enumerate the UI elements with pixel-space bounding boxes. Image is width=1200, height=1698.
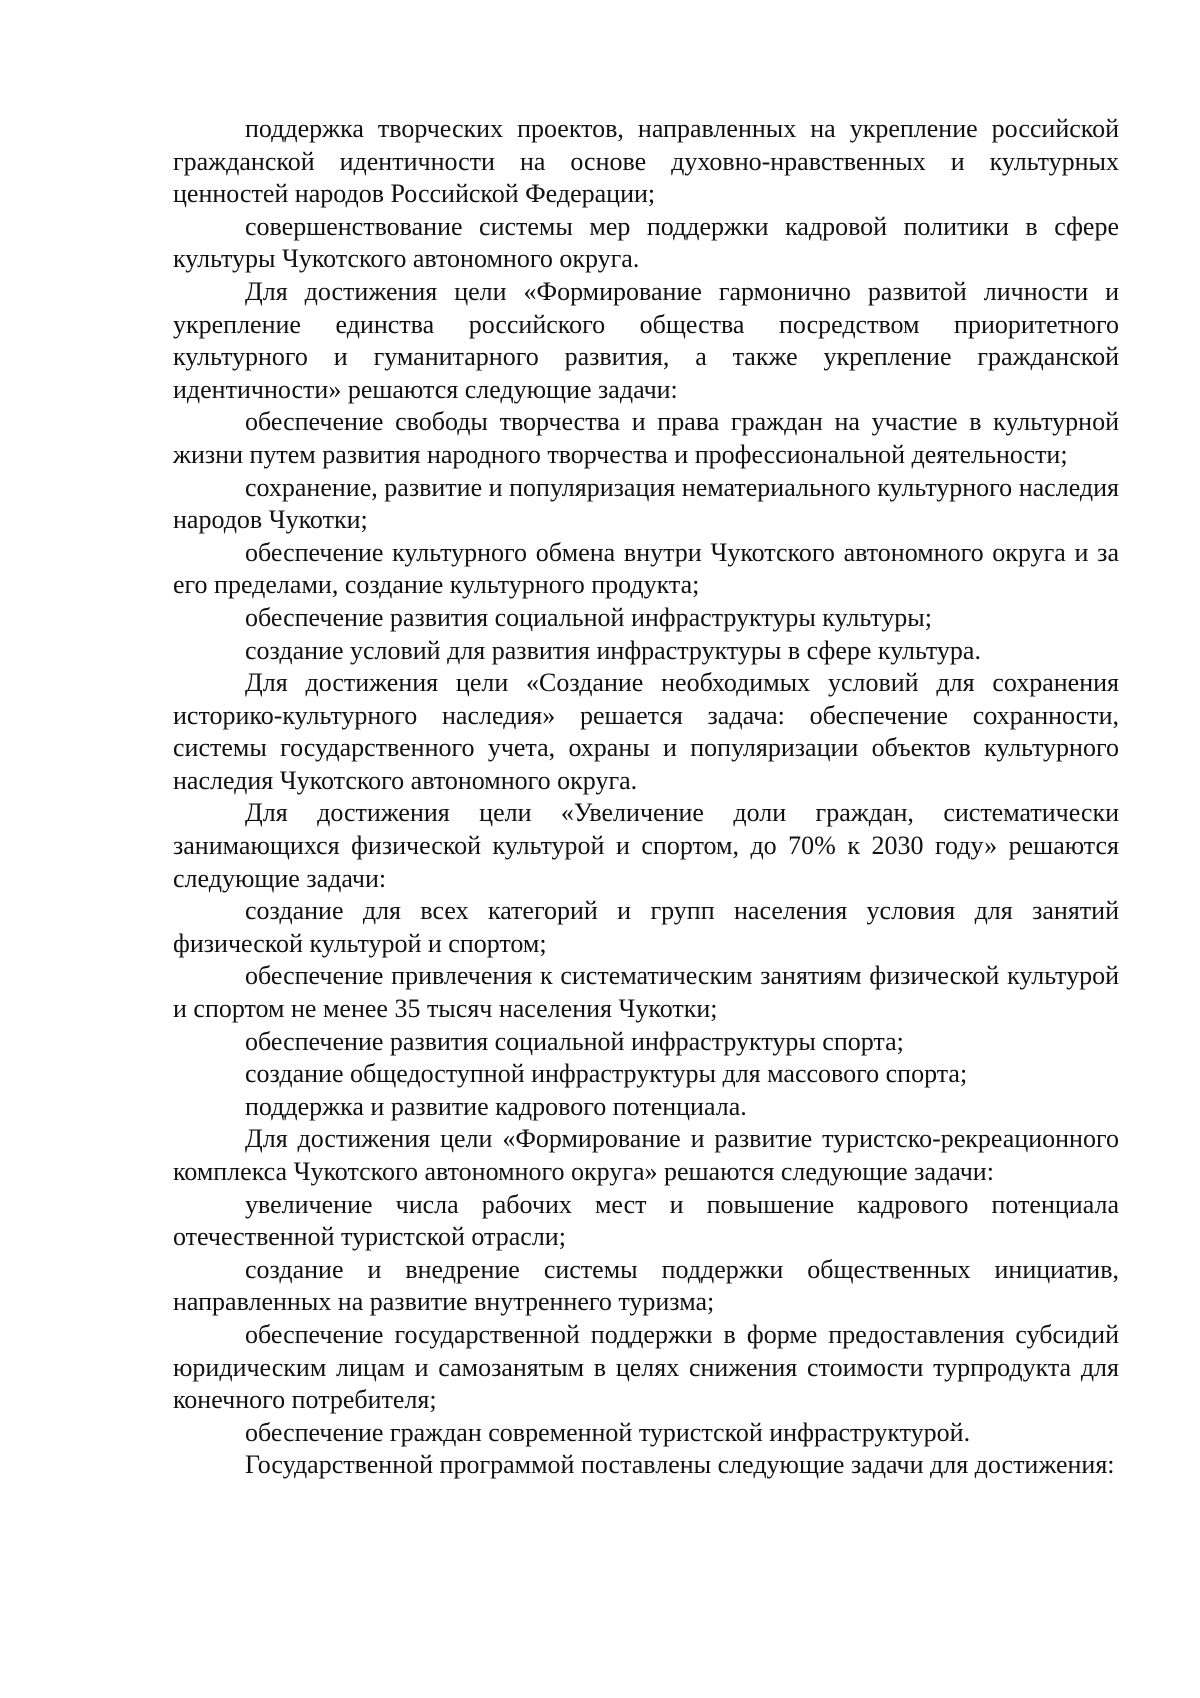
paragraph-12: обеспечение привлечения к систематическим занятиям физической культурой и спортом не менее 35 тысяч населения Чукотки; (173, 961, 1119, 1024)
paragraph-2: совершенствование системы мер поддержки кадровой политики в сфере культуры Чукотского автономного округа. (173, 211, 1119, 274)
paragraph-3: Для достижения цели «Формирование гармонично развитой личности и укрепление единства российского общества посредством приоритетного культурного и гуманитарного развития, а также укрепление гражданской идентичности» решаются следующие задачи: (173, 276, 1119, 404)
paragraph-15: поддержка и развитие кадрового потенциала. (245, 1091, 747, 1121)
paragraph-1: поддержка творческих проектов, направленных на укрепление российской гражданской идентичности на основе духовно-нравственных и культурных ценностей народов Российской Федерации; (173, 114, 1119, 209)
paragraph-20: обеспечение граждан современной туристской инфраструктурой. (245, 1417, 971, 1447)
paragraph-4: обеспечение свободы творчества и права граждан на участие в культурной жизни путем развития народного творчества и профессиональной деятельности; (173, 407, 1119, 469)
paragraph-19: обеспечение государственной поддержки в форме предоставления субсидий юридическим лицам и самозанятым в целях снижения стоимости турпродукта для конечного потребителя; (173, 1319, 1119, 1415)
paragraph-9: Для достижения цели «Создание необходимых условий для сохранения историко-культурного наследия» решается задача: обеспечение сохранности, системы государственного учета, охраны и популяризации объектов культурного наследия Чукотского автономного округа. (173, 668, 1119, 795)
paragraph-21: Государственной программой поставлены следующие задачи для достижения: (245, 1450, 1115, 1480)
paragraph-18: создание и внедрение системы поддержки общественных инициатив, направленных на развитие внутреннего туризма; (173, 1254, 1119, 1317)
paragraph-11: создание для всех категорий и групп населения условия для занятий физической культурой и спортом; (173, 896, 1119, 958)
paragraph-6: обеспечение культурного обмена внутри Чукотского автономного округа и за его пределами, создание культурного продукта; (173, 537, 1119, 600)
paragraph-7: обеспечение развития социальной инфраструктуры культуры; (245, 602, 932, 632)
paragraph-5: сохранение, развитие и популяризация нематериального культурного наследия народов Чукотки; (173, 472, 1119, 535)
paragraph-14: создание общедоступной инфраструктуры для массового спорта; (245, 1059, 968, 1089)
document-page (173, 113, 1119, 1482)
paragraph-17: увеличение числа рабочих мест и повышение кадрового потенциала отечественной туристской отрасли; (173, 1189, 1119, 1252)
paragraph-8: создание условий для развития инфраструктуры в сфере культура. (245, 635, 981, 665)
paragraph-13: обеспечение развития социальной инфраструктуры спорта; (245, 1026, 904, 1056)
paragraph-16: Для достижения цели «Формирование и развитие туристско-рекреационного комплекса Чукотского автономного округа» решаются следующие задачи: (173, 1124, 1119, 1186)
paragraph-10: Для достижения цели «Увеличение доли граждан, систематически занимающихся физической культурой и спортом, до 70% к 2030 году» решаются следующие задачи: (173, 798, 1119, 893)
